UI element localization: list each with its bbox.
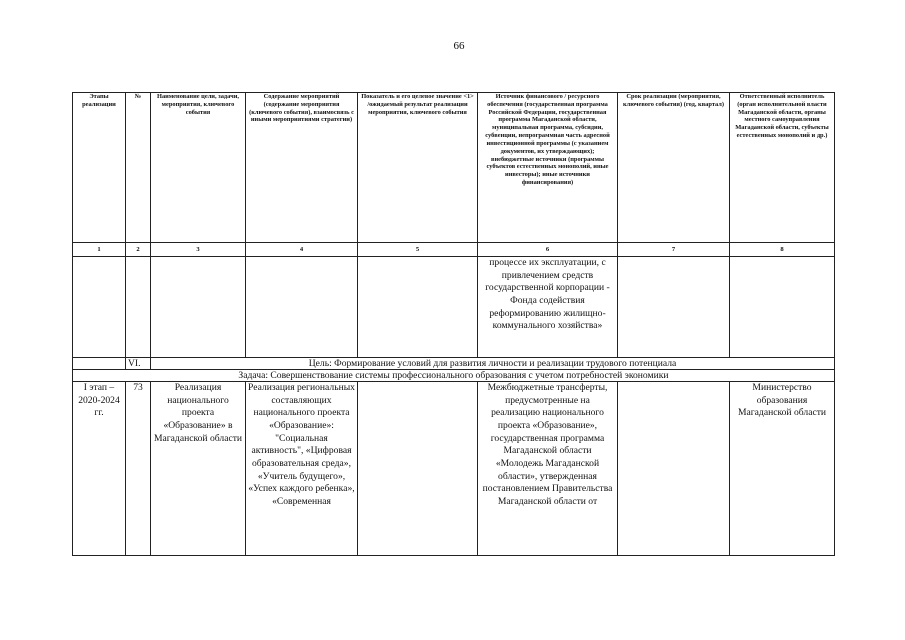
task-text: Задача: Совершенствование системы профессионального образования с учетом потребностей экономики — [73, 370, 835, 382]
item-content: Реализация региональных составляющих национального проекта «Образование»: "Социальная активность", «Цифровая образовательная среда», «Учитель будущего», «Успех каждого ребенка», «Современная — [246, 382, 358, 556]
item-source: Межбюджетные трансферты, предусмотренные на реализацию национального проекта «Образование», государственная программа Магаданской области «Молодежь Магаданской области», утвержденная постановлением Правительства Магаданской области от — [478, 382, 618, 556]
column-number: 5 — [358, 243, 478, 257]
item-indicator — [358, 382, 478, 556]
goal-row — [73, 358, 835, 370]
header-content: Содержание мероприятий (содержание мероприятия (ключевого события), взаимосвязь с иными мероприятиями стратегии) — [246, 93, 358, 243]
goal-text: Цель: Формирование условий для развития личности и реализации трудового потенциала — [151, 358, 835, 370]
page-number: 66 — [453, 40, 465, 52]
item-deadline — [618, 382, 730, 556]
header-row — [73, 93, 835, 243]
header-deadline: Срок реализации (мероприятия, ключевого события) (год, квартал) — [618, 93, 730, 243]
header-name: Наименование цели, задачи, мероприятия, ключевого события — [151, 93, 246, 243]
header-stage: Этапы реализации — [73, 93, 126, 243]
column-number: 3 — [151, 243, 246, 257]
continuation-row — [73, 257, 835, 358]
item-row — [73, 382, 835, 556]
item-executor: Министерство образования Магаданской области — [730, 382, 835, 556]
item-stage: I этап – 2020-2024 гг. — [73, 382, 126, 556]
header-number: № — [126, 93, 151, 243]
column-number: 7 — [618, 243, 730, 257]
header-executor: Ответственный исполнитель (орган исполнительной власти Магаданской области, органы местного самоуправления Магаданской области, субъекты естественных монополий и др.) — [730, 93, 835, 243]
column-number: 1 — [73, 243, 126, 257]
column-number: 2 — [126, 243, 151, 257]
strategy-table — [72, 92, 835, 556]
item-number: 73 — [126, 382, 151, 556]
column-number: 6 — [478, 243, 618, 257]
column-number: 4 — [246, 243, 358, 257]
column-number: 8 — [730, 243, 835, 257]
item-name: Реализация национального проекта «Образование» в Магаданской области — [151, 382, 246, 556]
header-source: Источник финансового / ресурсного обеспечения (государственная программа Российской Федерации, государственная программа Магаданской области, муниципальная программа, субсидии, субвенции, непрограммная часть адресной инвестиционной программы (с указанием документов, их утверждающих); внебюджетные источники (программы субъектов естественных монополий, иные инвесторы); иные источники финансирования) — [478, 93, 618, 243]
header-indicator: Показатель и его целевое значение <1> /ожидаемый результат реализации мероприятия, ключевого события — [358, 93, 478, 243]
column-numbers-row — [73, 243, 835, 257]
continuation-source: процессе их эксплуатации, с привлечением средств государственной корпорации - Фонда содействия реформированию жилищно-коммунального хозяйства» — [478, 257, 618, 358]
goal-number: VI. — [126, 358, 151, 370]
task-row — [73, 370, 835, 382]
